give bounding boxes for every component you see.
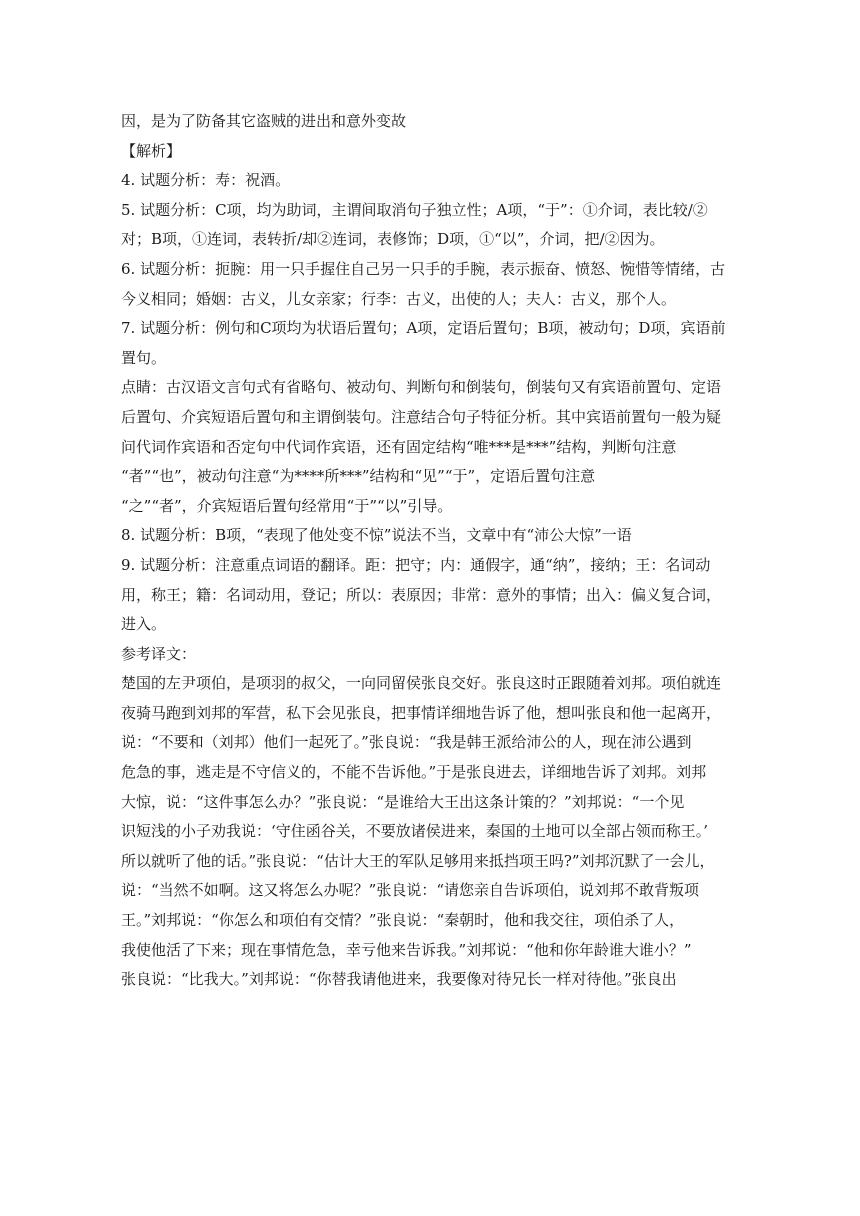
text-line: 用，称王；籍：名词动用，登记；所以：表原因；非常：意外的事情；出入：偏义复合词， xyxy=(121,585,722,604)
text-line: 点睛：古汉语文言句式有省略句、被动句、判断句和倒装句，倒装句又有宾语前置句、定语 xyxy=(121,378,722,397)
text-line: 对；B项，①连词，表转折/却②连词，表修饰；D项，①“以”，介词，把/②因为。 xyxy=(121,230,665,249)
text-line: 9. 试题分析：注意重点词语的翻译。距：把守；内：通假字，通“纳”，接纳；王：名词动 xyxy=(121,555,711,574)
text-line: 参考译文： xyxy=(121,644,197,663)
text-line: 进入。 xyxy=(121,615,167,634)
text-line: 6. 试题分析：扼腕：用一只手握住自己另一只手的手腕，表示振奋、愤怒、惋惜等情绪，古 xyxy=(121,259,726,278)
text-line: 所以就听了他的话。”张良说：“估计大王的军队足够用来抵挡项王吗?”刘邦沉默了一会儿， xyxy=(121,851,715,870)
text-line: 楚国的左尹项伯，是项羽的叔父，一向同留侯张良交好。张良这时正跟随着刘邦。项伯就连 xyxy=(121,674,722,693)
text-line: 夜骑马跑到刘邦的军营，私下会见张良，把事情详细地告诉了他，想叫张良和他一起离开， xyxy=(121,703,722,722)
text-line: 说：“当然不如啊。这又将怎么办呢？”张良说：“请您亲自告诉项伯，说刘邦不敢背叛项 xyxy=(121,881,700,900)
text-line: 今义相同；婚姻：古义，儿女亲家；行李：古义，出使的人；夫人：古义，那个人。 xyxy=(121,289,677,308)
text-line: “者”“也”，被动句注意“为****所***”结构和“见”“于”，定语后置句注意 xyxy=(121,467,596,486)
text-line: 王。”刘邦说：“你怎么和项伯有交情？”张良说：“秦朝时，他和我交往，项伯杀了人， xyxy=(121,911,685,930)
text-line: 大惊，说：“这件事怎么办？”张良说：“是谁给大王出这条计策的？”刘邦说：“一个见 xyxy=(121,792,685,811)
text-line: 因，是为了防备其它盗贼的进出和意外变故 xyxy=(121,112,407,130)
text-line: 说：“不要和（刘邦）他们一起死了。”张良说：“我是韩王派给沛公的人，现在沛公遇到 xyxy=(121,733,692,752)
text-line: 识短浅的小子劝我说：‘守住函谷关，不要放诸侯进来，秦国的土地可以全部占领而称王。’ xyxy=(121,822,709,841)
text-line: 5. 试题分析：C项，均为助词，主谓间取消句子独立性；A项，“于”：①介词，表比较/② xyxy=(121,200,708,219)
text-line: “之”“者”，介宾短语后置句经常用“于”“以”引导。 xyxy=(121,496,453,515)
document-page xyxy=(121,107,741,995)
text-line: 8. 试题分析：B项，“表现了他处变不惊”说法不当，文章中有“沛公大惊”一语 xyxy=(121,526,632,545)
text-line: 7. 试题分析：例句和C项均为状语后置句；A项，定语后置句；B项，被动句；D项，宾语前 xyxy=(121,319,726,338)
text-line: 张良说：“比我大。”刘邦说：“你替我请他进来，我要像对待兄长一样对待他。”张良出 xyxy=(121,970,677,989)
text-line: 4. 试题分析：寿：祝酒。 xyxy=(121,171,291,190)
text-line: 问代词作宾语和否定句中代词作宾语，还有固定结构“唯***是***”结构，判断句注意 xyxy=(121,437,677,456)
text-line: 我使他活了下来；现在事情危急，幸亏他来告诉我。”刘邦说：“他和你年龄谁大谁小？” xyxy=(121,940,692,959)
text-line: 【解析】 xyxy=(121,141,182,160)
text-line: 置句。 xyxy=(121,348,167,367)
text-line: 危急的事，逃走是不守信义的，不能不告诉他。”于是张良进去，详细地告诉了刘邦。刘邦 xyxy=(121,763,707,782)
text-line: 后置句、介宾短语后置句和主谓倒装句。注意结合句子特征分析。其中宾语前置句一般为疑 xyxy=(121,407,722,426)
